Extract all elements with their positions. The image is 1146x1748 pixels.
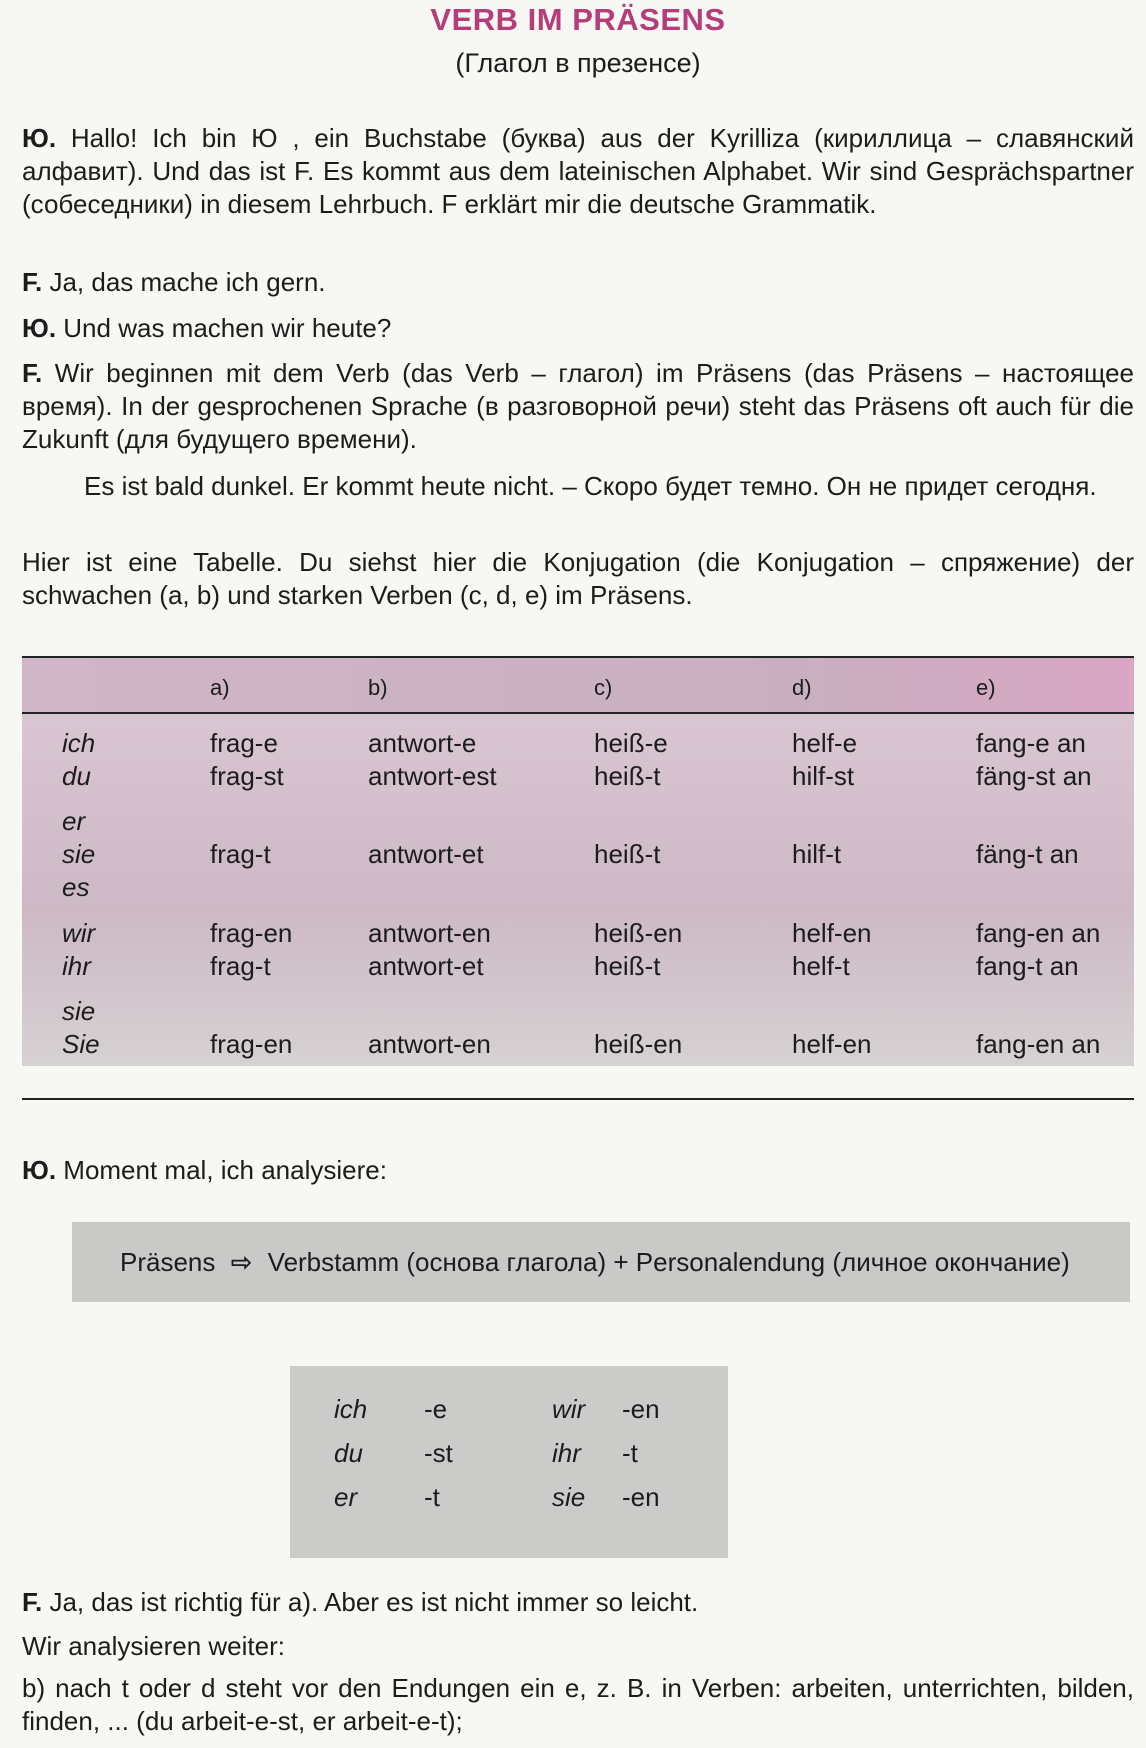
table-header-background [22,658,1134,712]
pronoun-sie-plural: sie [62,996,96,1026]
column-header-a: a) [210,675,230,700]
speaker-label: Ю. [22,1155,57,1185]
table-cell: heiß-t [594,951,661,981]
ending-pronoun: du [334,1438,363,1468]
speaker-label: F. [22,1587,43,1617]
dialog-line [22,266,1134,299]
table-cell: hilf-t [792,839,842,869]
answer-line [22,1586,1134,1619]
table-cell: hilf-st [792,761,855,791]
table-cell: antwort-e [368,728,477,758]
table-cell: antwort-et [368,951,484,981]
table-cell: fang-t an [976,951,1079,981]
table-body-background [22,714,1134,1066]
pronoun-sie: sie [62,839,96,869]
ending-suffix: -st [424,1438,453,1468]
example-sentence: Es ist bald dunkel. Er kommt heute nicht. – Скоро будет темно. Он не придет сегодня. [84,471,1097,501]
speaker-label: Ю. [22,313,57,343]
answer-text: Ja, das ist richtig für a). Aber es ist nicht immer so leicht. [49,1587,699,1617]
table-cell: heiß-en [594,918,683,948]
pronoun-wir: wir [62,918,96,948]
table-cell: fang-en an [976,1029,1101,1059]
conjugation-table [22,656,1134,1100]
column-header-c: c) [594,675,613,700]
table-cell: fang-e an [976,728,1086,758]
ending-pronoun: wir [552,1394,586,1424]
table-cell: heiß-en [594,1029,683,1059]
table-cell: helf-e [792,728,858,758]
ending-suffix: -t [622,1438,638,1468]
page-title: VERB IM PRÄSENS [430,2,726,37]
continue-line: Wir analysieren weiter: [22,1631,285,1661]
table-cell: fäng-st an [976,761,1092,791]
column-header-d: d) [792,675,812,700]
pronoun-er: er [62,806,86,836]
formula-box [72,1222,1130,1302]
table-intro: Hier ist eine Tabelle. Du siehst hier die Konjugation (die Konjugation – спряжение) der schwachen (a, b) und starken Verben (c, d, e) im Präsens. [22,547,1134,610]
speaker-label: Ю. [22,123,57,153]
table-cell: heiß-t [594,839,661,869]
pronoun-Sie: Sie [62,1029,100,1059]
arrow-right-icon: ⇨ [230,1247,253,1277]
analysis-text: Moment mal, ich analysiere: [63,1155,387,1185]
table-cell: frag-en [210,1029,293,1059]
table-cell: antwort-et [368,839,484,869]
ending-pronoun: ich [334,1394,368,1424]
ending-pronoun: er [334,1482,358,1512]
dialog-line [22,312,1134,345]
table-cell: frag-t [210,951,271,981]
rule-b: b) nach t oder d steht vor den Endungen ein e, z. B. in Verben: arbeiten, unterrichten, bilden, finden, ... (du arbeit-e-st, er arbeit-e-t); [22,1673,1134,1736]
analysis-line [22,1154,1134,1187]
intro-paragraph [22,122,1134,221]
table-cell: fäng-t an [976,839,1079,869]
table-cell: heiß-t [594,761,661,791]
table-rule-bottom [22,1098,1134,1100]
table-cell: helf-en [792,1029,872,1059]
page-subtitle: (Глагол в презенсе) [455,48,701,78]
endings-box [290,1366,728,1558]
table-cell: helf-t [792,951,850,981]
table-cell: frag-st [210,761,284,791]
column-header-b: b) [368,675,388,700]
table-cell: frag-t [210,839,271,869]
table-cell: antwort-en [368,918,491,948]
table-cell: fang-en an [976,918,1101,948]
ending-suffix: -en [622,1482,660,1512]
dialog-text: Wir beginnen mit dem Verb (das Verb – глагол) im Präsens (das Präsens – настоящее время). In der gesprochenen Sprache (в разговорной речи) steht das Präsens oft auch für die Zukunft (для будущего времени). [22,358,1134,454]
pronoun-du: du [62,761,91,791]
formula-right: Verbstamm (основа глагола) + Personalendung (личное окончание) [267,1247,1070,1277]
formula-left: Präsens [120,1247,216,1277]
dialog-text: Ja, das mache ich gern. [49,267,326,297]
pronoun-es: es [62,872,90,902]
ending-suffix: -e [424,1394,448,1424]
table-cell: antwort-en [368,1029,491,1059]
ending-pronoun: ihr [552,1438,581,1468]
speaker-label: F. [22,267,43,297]
table-cell: helf-en [792,918,872,948]
speaker-label: F. [22,358,43,388]
table-cell: frag-en [210,918,293,948]
ending-pronoun: sie [552,1482,586,1512]
ending-suffix: -en [622,1394,660,1424]
table-rule-middle [22,712,1134,714]
intro-text: Hallo! Ich bin Ю , ein Buchstabe (буква) aus der Kyrilliza (кириллица – славянский алфавит). Und das ist F. Es kommt aus dem lateinischen Alphabet. Wir sind Gesprächspartner (собеседники) in diesem Lehrbuch. F erklärt mir die deutsche Grammatik. [22,123,1134,219]
column-header-e: e) [976,675,996,700]
dialog-text: Und was machen wir heute? [63,313,392,343]
pronoun-ihr: ihr [62,951,91,981]
table-cell: heiß-e [594,728,668,758]
table-cell: frag-e [210,728,278,758]
dialog-line [22,357,1134,456]
pronoun-ich: ich [62,728,96,758]
table-rule-top [22,656,1134,658]
ending-suffix: -t [424,1482,440,1512]
table-cell: antwort-est [368,761,497,791]
